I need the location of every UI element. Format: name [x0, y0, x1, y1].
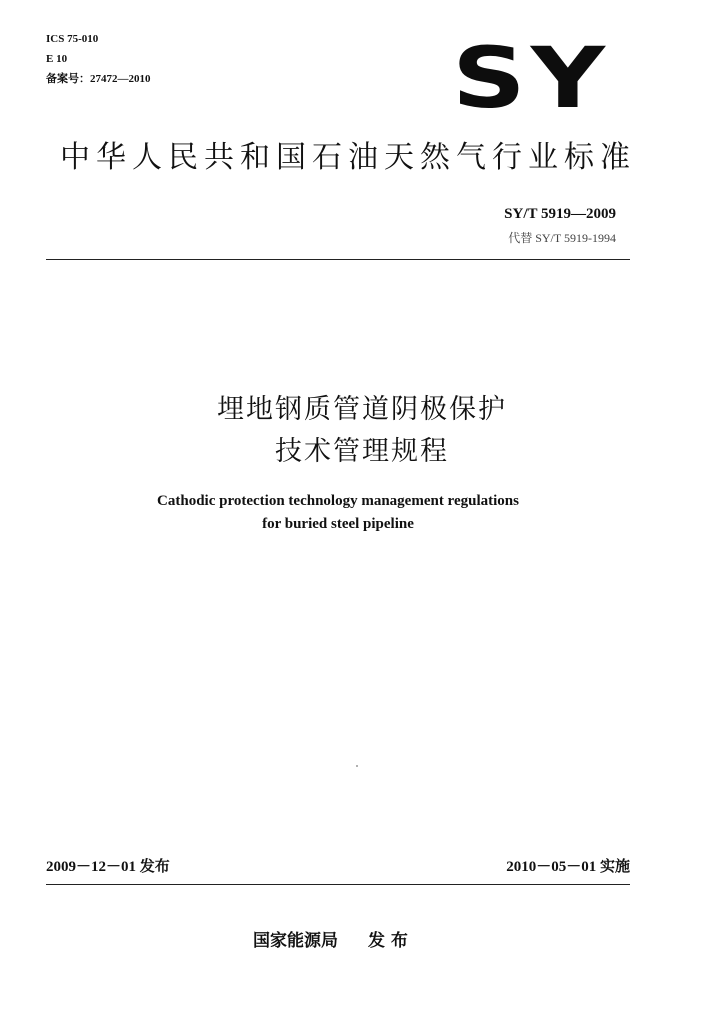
title-en-line1: Cathodic protection technology management regulations: [157, 493, 519, 509]
standard-number: SY/T 5919—2009: [504, 206, 616, 222]
replaces-standard: 代替 SY/T 5919-1994: [508, 231, 616, 245]
issue-date: 2009－12－01 发布: [46, 859, 170, 875]
sy-logo: SY: [452, 29, 610, 127]
title-en-line2: for buried steel pipeline: [262, 516, 414, 532]
record-number: 备案号：27472—2010: [46, 73, 151, 85]
top-divider: [46, 259, 630, 260]
classification-code: E 10: [46, 53, 68, 65]
title-cn-line1: 埋地钢质管道阴极保护: [217, 394, 507, 425]
industry-standard-heading: 中华人民共和国石油天然气行业标准: [60, 140, 636, 175]
implementation-date: 2010－05－01 实施: [506, 859, 630, 875]
bottom-divider: [46, 884, 630, 885]
publisher-action: 发 布: [368, 931, 408, 951]
scan-speck: [356, 765, 358, 767]
title-cn-line2: 技术管理规程: [275, 436, 449, 467]
ics-code: ICS 75-010: [46, 33, 99, 45]
publisher-name: 国家能源局: [253, 931, 338, 951]
publisher-line: [253, 926, 408, 951]
